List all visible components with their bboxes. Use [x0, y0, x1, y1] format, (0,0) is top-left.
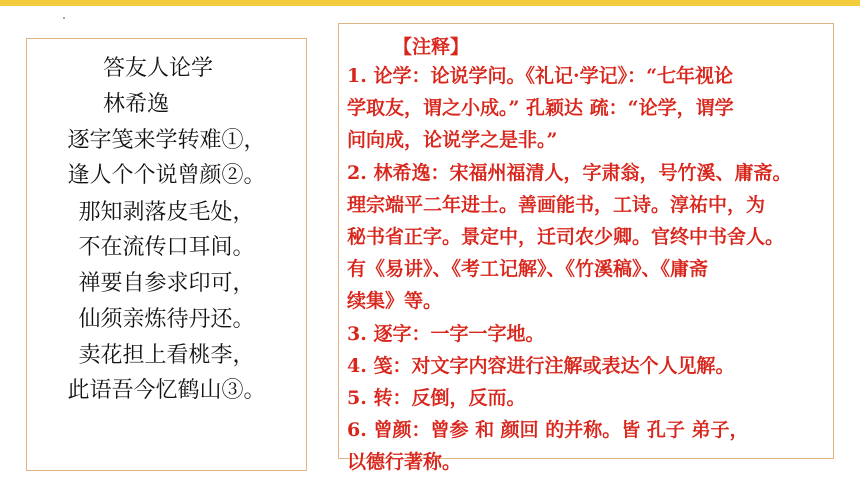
poem-author: 林希逸	[103, 92, 170, 117]
note-line: 秘书省正字。景定中，迁司农少卿。官终中书舍人。	[347, 226, 785, 249]
note-line: 1. 论学：论说学问。《礼记·学记》：“七年视论	[347, 65, 733, 87]
note-line: 理宗端平二年进士。善画能书，工诗。淳祐中，为	[347, 193, 766, 216]
notes-panel	[338, 23, 834, 474]
poem-line: 禅要自参求印可，	[78, 271, 255, 296]
poem-line: 仙须亲炼待丹还。	[78, 307, 255, 332]
note-line: 6. 曾颜：曾参 和 颜回 的并称。皆 孔子 弟子，	[347, 419, 749, 442]
poem-line: 卖花担上看桃李，	[78, 343, 255, 368]
note-line: 5. 转：反倒，反而。	[347, 387, 526, 410]
poem-title: 答友人论学	[103, 56, 214, 81]
note-line: 问向成，论说学之是非。”	[347, 129, 558, 152]
note-line: 续集》等。	[347, 290, 443, 313]
note-line: 4. 笺：对文字内容进行注解或表达个人见解。	[347, 354, 735, 377]
note-line: 2. 林希逸：宋福州福清人，字肃翁，号竹溪、庸斋。	[347, 161, 792, 184]
poem-line: 那知剥落皮毛处，	[78, 200, 255, 225]
poem-line: 逐字笺来学转难①，	[67, 128, 266, 153]
note-line: 学取友，谓之小成。” 孔颖达 疏：“论学，谓学	[347, 97, 734, 120]
decorative-dot	[63, 17, 65, 19]
note-line: 有《易讲》、《考工记解》、《竹溪稿》、《庸斋	[347, 258, 709, 281]
top-accent-line	[0, 0, 860, 6]
notes-heading: 【注释】	[393, 36, 470, 58]
note-line: 3. 逐字：一字一字地。	[347, 322, 545, 345]
notes-body	[347, 60, 831, 479]
poem-panel	[26, 38, 307, 471]
poem-line: 逢人个个说曾颜②。	[67, 163, 266, 188]
poem-line: 不在流传口耳间。	[78, 235, 255, 260]
note-line: 以德行著称。	[347, 451, 462, 474]
poem-line: 此语吾今忆鹤山③。	[67, 378, 266, 403]
